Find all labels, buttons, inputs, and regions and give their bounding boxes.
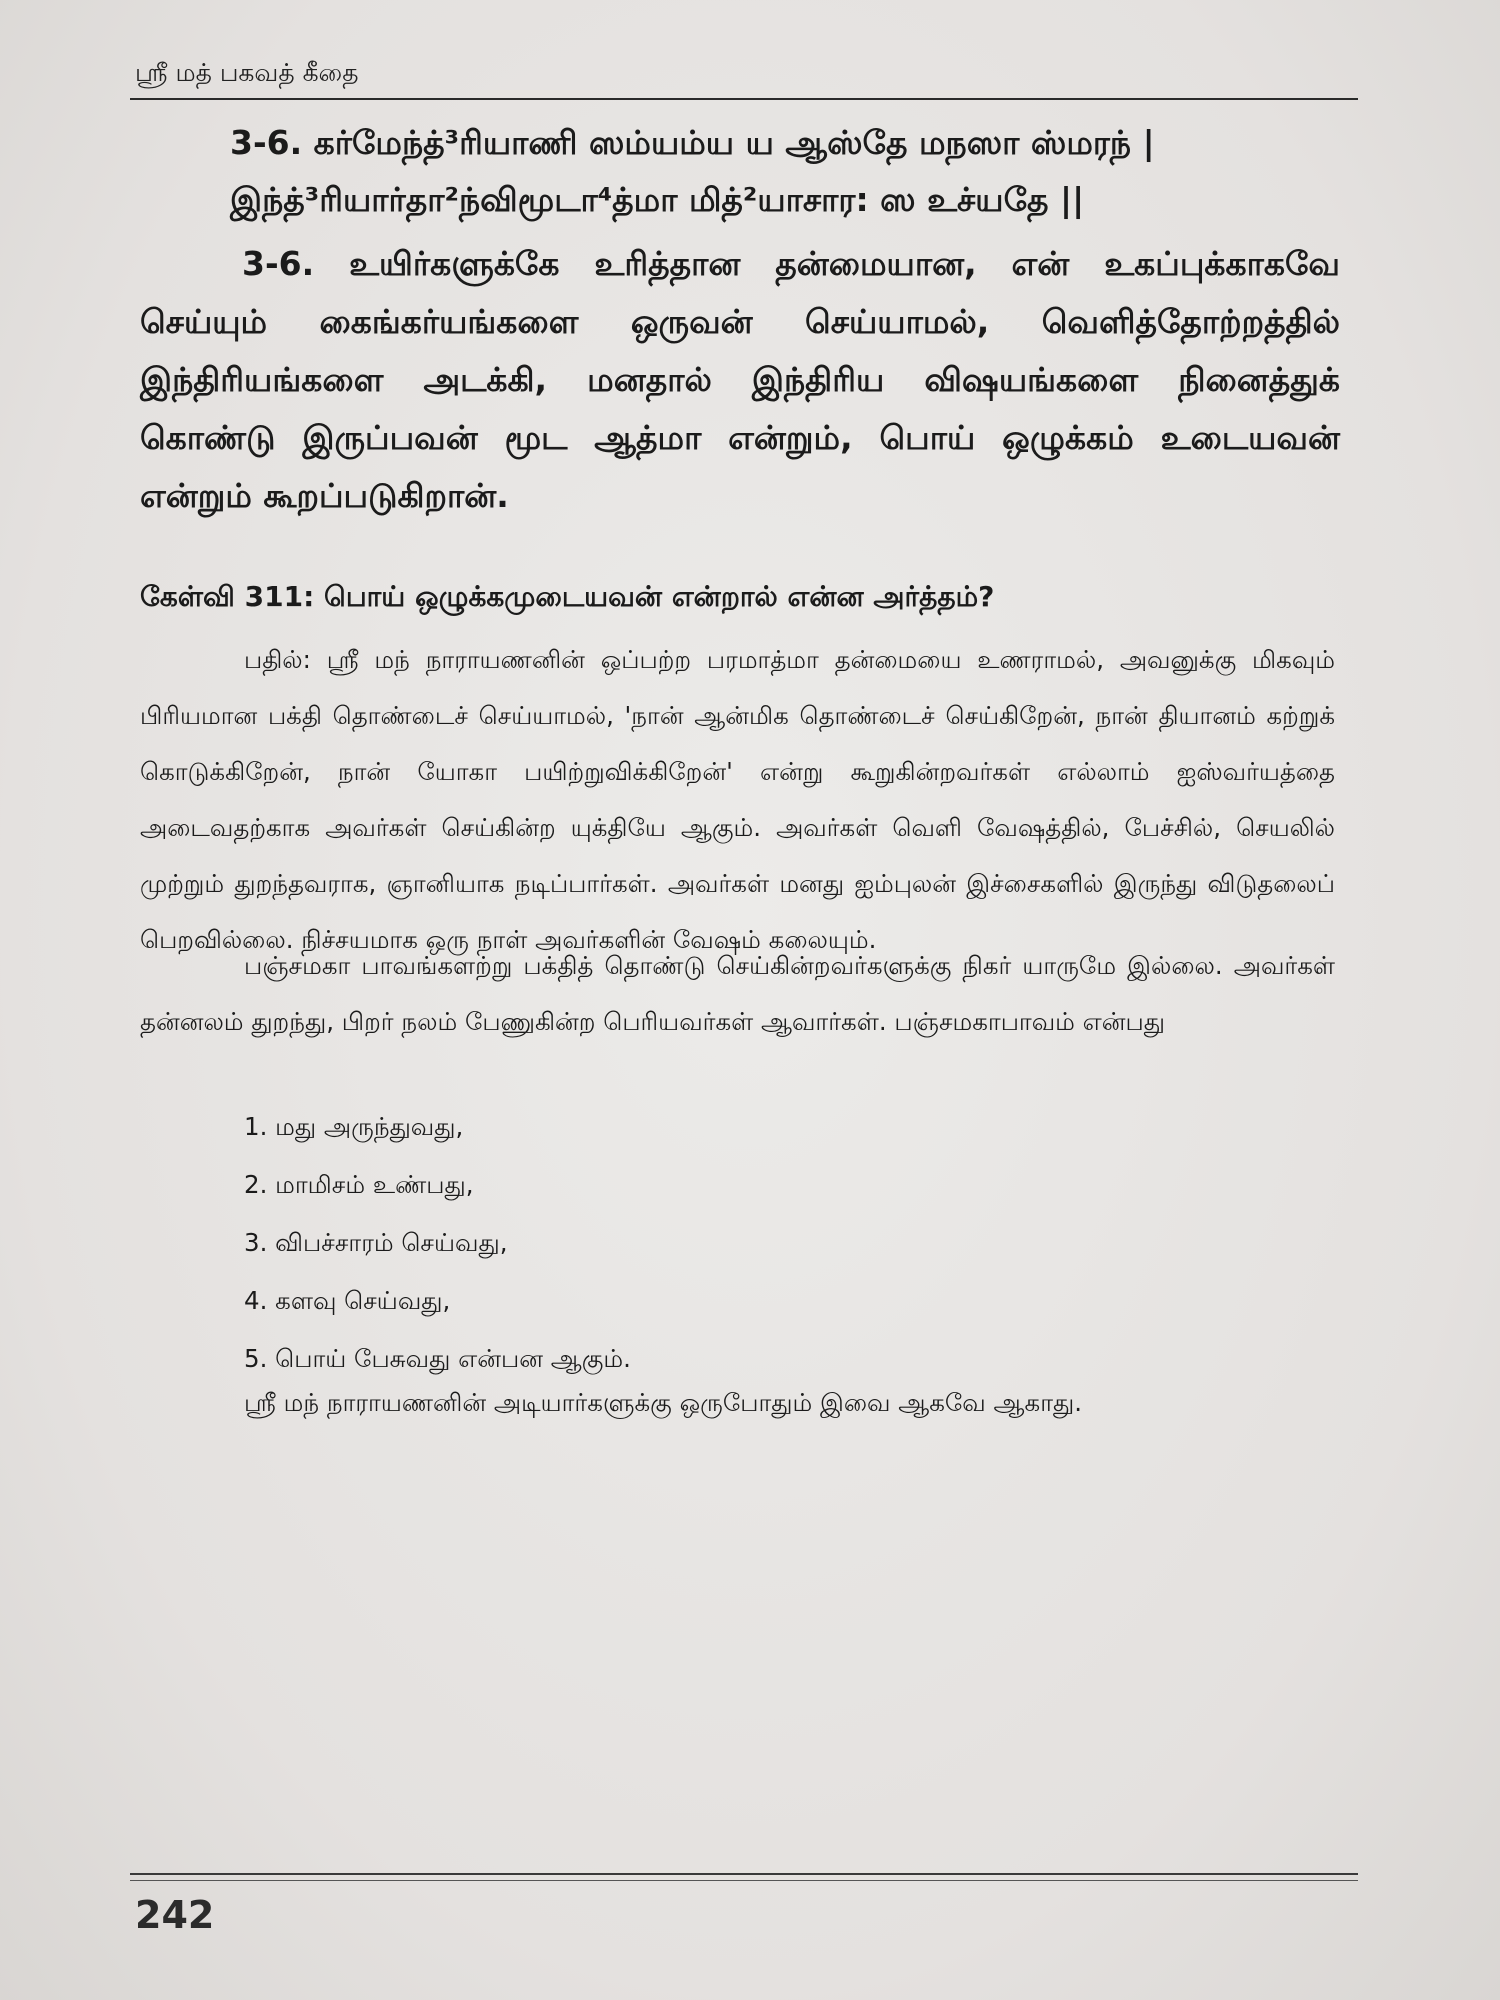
paragraph-pancha-maha-pavam: பஞ்சமகா பாவங்களற்று பக்தித் தொண்டு செய்கின்றவர்களுக்கு நிகர் யாருமே இல்லை. அவர்கள் தன்னலம் துறந்து, பிறர் நலம் பேணுகின்ற பெரியவர்கள் ஆவார்கள். பஞ்சமகாபாவம் என்பது <box>140 951 1335 1036</box>
sins-list <box>244 1098 631 1388</box>
header-rule <box>130 98 1358 100</box>
list-item: 4. களவு செய்வது, <box>244 1286 451 1315</box>
list-item: 3. விபச்சாரம் செய்வது, <box>244 1228 508 1257</box>
running-title: ஸ்ரீ மத் பகவத் கீதை <box>135 58 359 87</box>
verse-meaning: 3-6. உயிர்களுக்கே உரித்தான தன்மையான, என் உகப்புக்காகவே செய்யும் கைங்கர்யங்களை ஒருவன் செய்யாமல், வெளித்தோற்றத்தில் இந்திரியங்களை அடக்கி, மனதால் இந்திரிய விஷயங்களை நினைத்துக் கொண்டு இருப்பவன் மூட ஆத்மா என்றும், பொய் ஒழுக்கம் உடையவன் என்றும் கூறப்படுகிறான். <box>140 244 1340 515</box>
answer-paragraph: பதில்: ஸ்ரீ மந் நாராயணனின் ஒப்பற்ற பரமாத்மா தன்மையை உணராமல், அவனுக்கு மிகவும் பிரியமான பக்தி தொண்டைச் செய்யாமல், 'நான் ஆன்மிக தொண்டைச் செய்கிறேன், நான் தியானம் கற்றுக் கொடுக்கிறேன், நான் யோகா பயிற்றுவிக்கிறேன்' என்று கூறுகின்றவர்கள் எல்லாம் ஐஸ்வர்யத்தை அடைவதற்காக அவர்கள் செய்கின்ற யுக்தியே ஆகும். அவர்கள் வெளி வேஷத்தில், பேச்சில், செயலில் முற்றும் துறந்தவராக, ஞானியாக நடிப்பார்கள். அவர்கள் மனது ஐம்புலன் இச்சைகளில் இருந்து விடுதலைப் பெறவில்லை. நிச்சயமாக ஒரு நாள் அவர்களின் வேஷம் கலையும். <box>140 645 1335 954</box>
list-item: 2. மாமிசம் உண்பது, <box>244 1170 474 1199</box>
list-item: 5. பொய் பேசுவது என்பன ஆகும். <box>244 1344 631 1373</box>
page-number: 242 <box>135 1893 215 1937</box>
question-heading: கேள்வி 311: பொய் ஒழுக்கமுடையவன் என்றால் என்ன அர்த்தம்? <box>140 580 995 613</box>
verse-line-2: இந்த்³ரியார்தா²ந்விமூடா⁴த்மா மித்²யாசார: ஸ உச்யதே || <box>230 180 1085 219</box>
footer-rule <box>130 1873 1358 1875</box>
closing-line: ஸ்ரீ மந் நாராயணனின் அடியார்களுக்கு ஒருபோதும் இவை ஆகவே ஆகாது. <box>244 1388 1083 1417</box>
footer-rule-thin <box>130 1880 1358 1881</box>
verse-line-1: 3-6. கர்மேந்த்³ரியாணி ஸம்யம்ய ய ஆஸ்தே மநஸா ஸ்மரந் | <box>230 123 1155 162</box>
list-item: 1. மது அருந்துவது, <box>244 1112 464 1141</box>
